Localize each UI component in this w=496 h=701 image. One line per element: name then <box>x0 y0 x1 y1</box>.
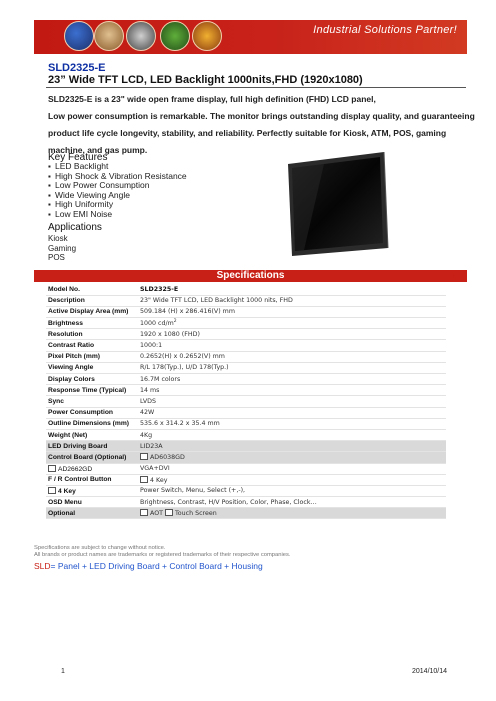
spec-value: LVDS <box>138 396 446 407</box>
key-features-list <box>48 162 187 219</box>
application-item: Kiosk <box>48 234 68 243</box>
photo-circle-icon <box>126 21 156 51</box>
option-checkbox[interactable] <box>140 476 148 483</box>
spec-label: 4 Key <box>58 487 76 495</box>
option-checkbox[interactable] <box>48 487 56 494</box>
spec-value: 1000 cd/m <box>140 320 174 328</box>
table-row <box>46 485 446 496</box>
feature-item: ▪ High Uniformity <box>48 200 187 210</box>
spec-label: F / R Control Button <box>46 474 138 485</box>
version-label: V1 <box>452 271 463 281</box>
monitor-product-image <box>284 152 390 256</box>
spec-label-cell <box>46 463 138 474</box>
spec-label: Sync <box>46 396 138 407</box>
key-features-title: Key Features <box>48 152 108 163</box>
spec-label: Contrast Ratio <box>46 340 138 351</box>
spec-value: 4Kg <box>138 429 446 440</box>
spec-value: SLD2325-E <box>138 284 446 295</box>
superscript: 2 <box>173 319 177 325</box>
feature-item: ▪ Low Power Consumption <box>48 181 187 191</box>
spec-value: VGA+DVI <box>138 463 446 474</box>
table-row <box>46 508 446 519</box>
spec-value: 509.184 (H) x 286.416(V) mm <box>138 306 446 317</box>
spec-label: Display Colors <box>46 374 138 385</box>
spec-value-cell <box>138 318 446 329</box>
photo-circle-icon <box>64 21 94 51</box>
table-row <box>46 396 446 407</box>
sld-term: SLD <box>34 561 51 571</box>
table-row <box>46 329 446 340</box>
banner-photo-collage <box>64 20 234 54</box>
option-checkbox[interactable] <box>165 509 173 516</box>
feature-item: ▪ LED Backlight <box>48 162 187 172</box>
description-line: Low power consumption is remarkable. The monitor brings outstanding display quality, and guaranteeing <box>48 111 475 121</box>
spec-value: 0.2652(H) x 0.2652(V) mm <box>138 351 446 362</box>
feature-item: ▪ Low EMI Noise <box>48 210 187 220</box>
description-line: SLD2325-E is a 23" wide open frame display, full high definition (FHD) LCD panel, <box>48 94 376 104</box>
application-item: POS <box>48 253 65 262</box>
footnote-line: Specifications are subject to change without notice. <box>34 545 166 551</box>
applications-list <box>48 234 76 263</box>
table-row <box>46 418 446 429</box>
spec-label: OSD Menu <box>46 497 138 508</box>
table-row <box>46 429 446 440</box>
spec-label: AD2662GD <box>58 465 93 473</box>
spec-value: 1920 x 1080 (FHD) <box>138 329 446 340</box>
feature-item: ▪ High Shock & Vibration Resistance <box>48 172 187 182</box>
spec-value: Touch Screen <box>175 510 217 518</box>
spec-label: Viewing Angle <box>46 362 138 373</box>
spec-value: 16.7M colors <box>138 374 446 385</box>
specifications-header: Specifications <box>34 270 467 282</box>
spec-value: Power Switch, Menu, Select (+,-), <box>138 485 446 496</box>
model-title: SLD2325-E <box>48 62 106 74</box>
spec-value: Brightness, Contrast, H/V Position, Color, Phase, Clock… <box>138 497 446 508</box>
spec-value: 1000:1 <box>138 340 446 351</box>
table-row <box>46 284 446 295</box>
spec-value-cell <box>138 508 446 519</box>
table-row <box>46 385 446 396</box>
header-banner <box>34 20 467 54</box>
table-row <box>46 340 446 351</box>
table-row <box>46 362 446 373</box>
option-checkbox[interactable] <box>48 465 56 472</box>
table-row <box>46 351 446 362</box>
spec-value: AOT <box>150 510 163 518</box>
applications-title: Applications <box>48 222 102 233</box>
table-row <box>46 318 446 329</box>
spec-value: LID23A <box>138 441 446 452</box>
option-checkbox[interactable] <box>140 453 148 460</box>
spec-value: 23" Wide TFT LCD, LED Backlight 1000 nits, FHD <box>138 295 446 306</box>
sld-formula <box>34 561 263 571</box>
spec-value: 535.6 x 314.2 x 35.4 mm <box>138 418 446 429</box>
spec-label: Response Time (Typical) <box>46 385 138 396</box>
photo-circle-icon <box>192 21 222 51</box>
page-number: 1 <box>61 668 65 675</box>
spec-label: Active Display Area (mm) <box>46 306 138 317</box>
footnotes <box>34 545 290 559</box>
table-row <box>46 497 446 508</box>
table-row <box>46 374 446 385</box>
spec-value-cell <box>138 474 446 485</box>
photo-circle-icon <box>160 21 190 51</box>
feature-item: ▪ Wide Viewing Angle <box>48 191 187 201</box>
spec-label: Model No. <box>46 284 138 295</box>
table-row <box>46 295 446 306</box>
spec-value: 4 Key <box>150 476 168 484</box>
table-row <box>46 441 446 452</box>
spec-label: Optional <box>46 508 138 519</box>
spec-value: AD6038GD <box>150 454 185 462</box>
spec-value: 42W <box>138 407 446 418</box>
table-row <box>46 463 446 474</box>
spec-label-cell <box>46 485 138 496</box>
table-row <box>46 452 446 463</box>
option-checkbox[interactable] <box>140 509 148 516</box>
description-line: product life cycle longevity, stability, and reliability. Perfectly suitable for Kiosk, ATM, POS, gaming <box>48 128 447 138</box>
application-item: Gaming <box>48 243 77 253</box>
banner-tagline: Industrial Solutions Partner! <box>313 24 457 36</box>
formula-rest: = Panel + LED Driving Board + Control Board + Housing <box>50 561 263 571</box>
table-row <box>46 407 446 418</box>
document-date: 2014/10/14 <box>412 668 448 675</box>
photo-circle-icon <box>94 21 124 51</box>
table-row <box>46 306 446 317</box>
footnote-line: All brands or product names are trademarks or registered trademarks of their respective companies. <box>34 552 291 558</box>
product-headline: 23” Wide TFT LCD, LED Backlight 1000nits,FHD (1920x1080) <box>48 74 363 86</box>
spec-label: Pixel Pitch (mm) <box>46 351 138 362</box>
table-row <box>46 474 446 485</box>
spec-label: LED Driving Board <box>46 441 138 452</box>
spec-label: Weight (Net) <box>46 429 138 440</box>
specifications-table <box>46 284 446 519</box>
spec-label: Outline Dimensions (mm) <box>46 418 138 429</box>
spec-label: Power Consumption <box>46 407 138 418</box>
spec-label: Brightness <box>46 318 138 329</box>
spec-label: Control Board (Optional) <box>46 452 138 463</box>
spec-value: R/L 178(Typ.), U/D 178(Typ.) <box>138 362 446 373</box>
spec-value: 14 ms <box>138 385 446 396</box>
product-description <box>48 91 475 159</box>
spec-value-cell <box>138 452 446 463</box>
spec-label: Description <box>46 295 138 306</box>
spec-label: Resolution <box>46 329 138 340</box>
title-divider <box>46 87 466 88</box>
description-line: machine, and gas pump. <box>48 145 148 155</box>
